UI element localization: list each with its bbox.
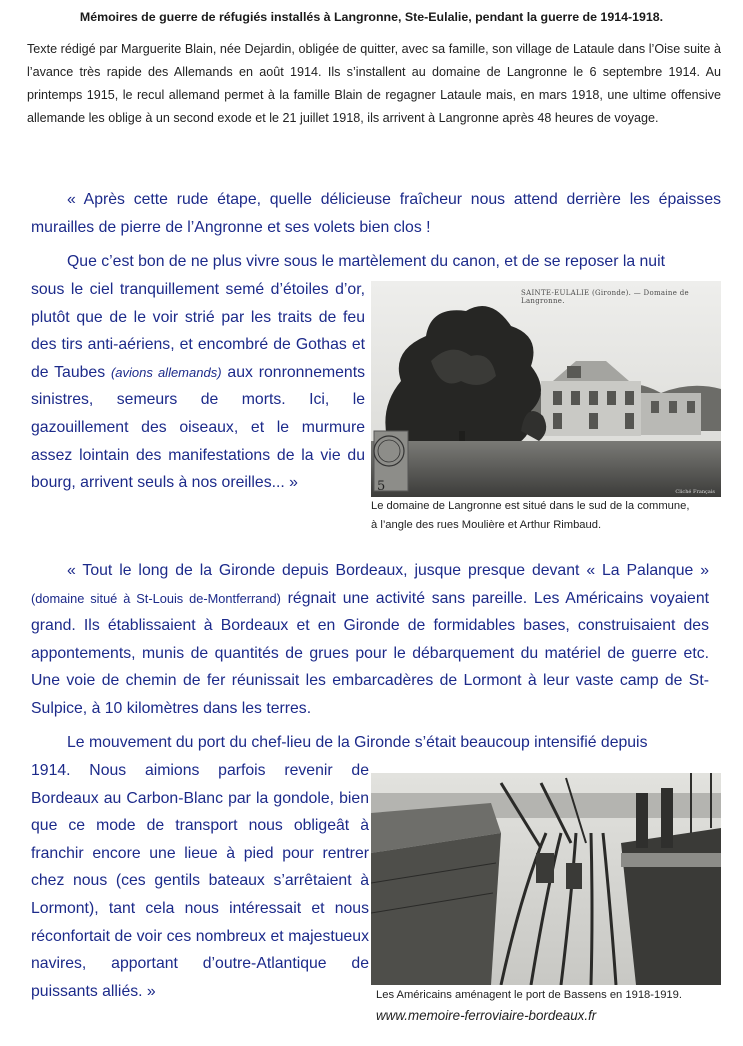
paragraph-night-text: sous le ciel tranquillement semé d’étoiles d’or, plutôt que de le voir strié par les traits de feu des tirs anti-aériens, et encombré de Gothas et de Taubes [31, 281, 365, 381]
caption-line: Le domaine de Langronne est situé dans le sud de la commune, [371, 500, 690, 512]
paragraph-gironde-rest: régnait une activité sans pareille. Les Américains voyaient grand. Ils établissaient à Bordeaux et en Gironde de formidables bases, construisaient des appontements, munis de quantités de grues pour le débarquement du matériel de guerre etc. Une voie de chemin de fer réunissait les embarcadères de Lormont à leur vaste camp de St-Sulpice, à 10 kilomètres dans les terres. [31, 589, 710, 717]
photo-port-bassens [371, 773, 721, 985]
paragraph-port: 1914. Nous aimions parfois revenir de Bordeaux au Carbon-Blanc par la gondole, bien que ce mode de transport nous obligeât à franchir encore une lieue à pied pour rentrer chez nous (ces gentils bateaux s’arrêtaient à Lormont), tant cela nous intéressait et nous réconfortait de voir ces nombreux et majestueux navires, apportant d’outre-Atlantique de puissants alliés. » [31, 762, 369, 1000]
paragraph-port-first-line: Le mouvement du port du chef-lieu de la Gironde s’était beaucoup intensifié depuis [67, 734, 648, 751]
caption-line: à l’angle des rues Moulière et Arthur Rimbaud. [371, 519, 602, 531]
photo-domaine-langronne [371, 281, 721, 497]
intro-paragraph: Texte rédigé par Marguerite Blain, née Dejardin, obligée de quitter, avec sa famille, son village de Lataule dans l’Oise suite à l’avance très rapide des Allemands en août 1914. Ils s’installent au domaine de Langronne le 6 septembre 1914. Au printemps 1915, le recul allemand permet à la famille Blain de regagner Lataule mais, en mars 1918, une ultime offensive allemande les oblige à un second exode et le 21 juillet 1918, ils arrivent à Langronne après 48 heures de voyage. [27, 42, 721, 125]
note-palanque: (domaine situé à St-Louis de-Montferrand) [31, 590, 281, 606]
photo-domaine-caption [371, 497, 731, 535]
photo-port-caption: Les Américains aménagent le port de Bassens en 1918-1919. [376, 989, 682, 1001]
paragraph-gironde-start: « Tout le long de la Gironde depuis Bordeaux, jusque presque devant « La Palanque » [67, 562, 709, 579]
photo-port-image [371, 773, 721, 985]
website-link[interactable]: www.memoire-ferroviaire-bordeaux.fr [376, 1008, 597, 1023]
paragraph-gironde [31, 557, 709, 723]
paragraph-night-first-line: Que c’est bon de ne plus vivre sous le martèlement du canon, et de se reposer la nuit [67, 253, 665, 270]
page-title: Mémoires de guerre de réfugiés installés à Langronne, Ste-Eulalie, pendant la guerre de 1914-1918. [79, 10, 664, 24]
note-german-planes: (avions allemands) [110, 364, 222, 380]
paragraph-night [31, 276, 365, 497]
postcard-header: SAINTE-EULALIE (Gironde). — Domaine de Langronne. [521, 289, 689, 305]
stamp-value: 5 [377, 479, 386, 494]
photo-domaine-image [371, 281, 721, 497]
postcard-publisher: Cliché Français [675, 489, 715, 495]
paragraph-arrival: « Après cette rude étape, quelle délicieuse fraîcheur nous attend derrière les épaisses murailles de pierre de l’Angronne et ses volets bien clos ! [31, 191, 721, 236]
paragraph-night-text-end: aux ronronnements sinistres, semeurs de morts. Ici, le gazouillement des oiseaux, et le murmure assez lointain des manifestations de la vie du bourg, arrivent seuls à nos oreilles... » [31, 363, 365, 492]
